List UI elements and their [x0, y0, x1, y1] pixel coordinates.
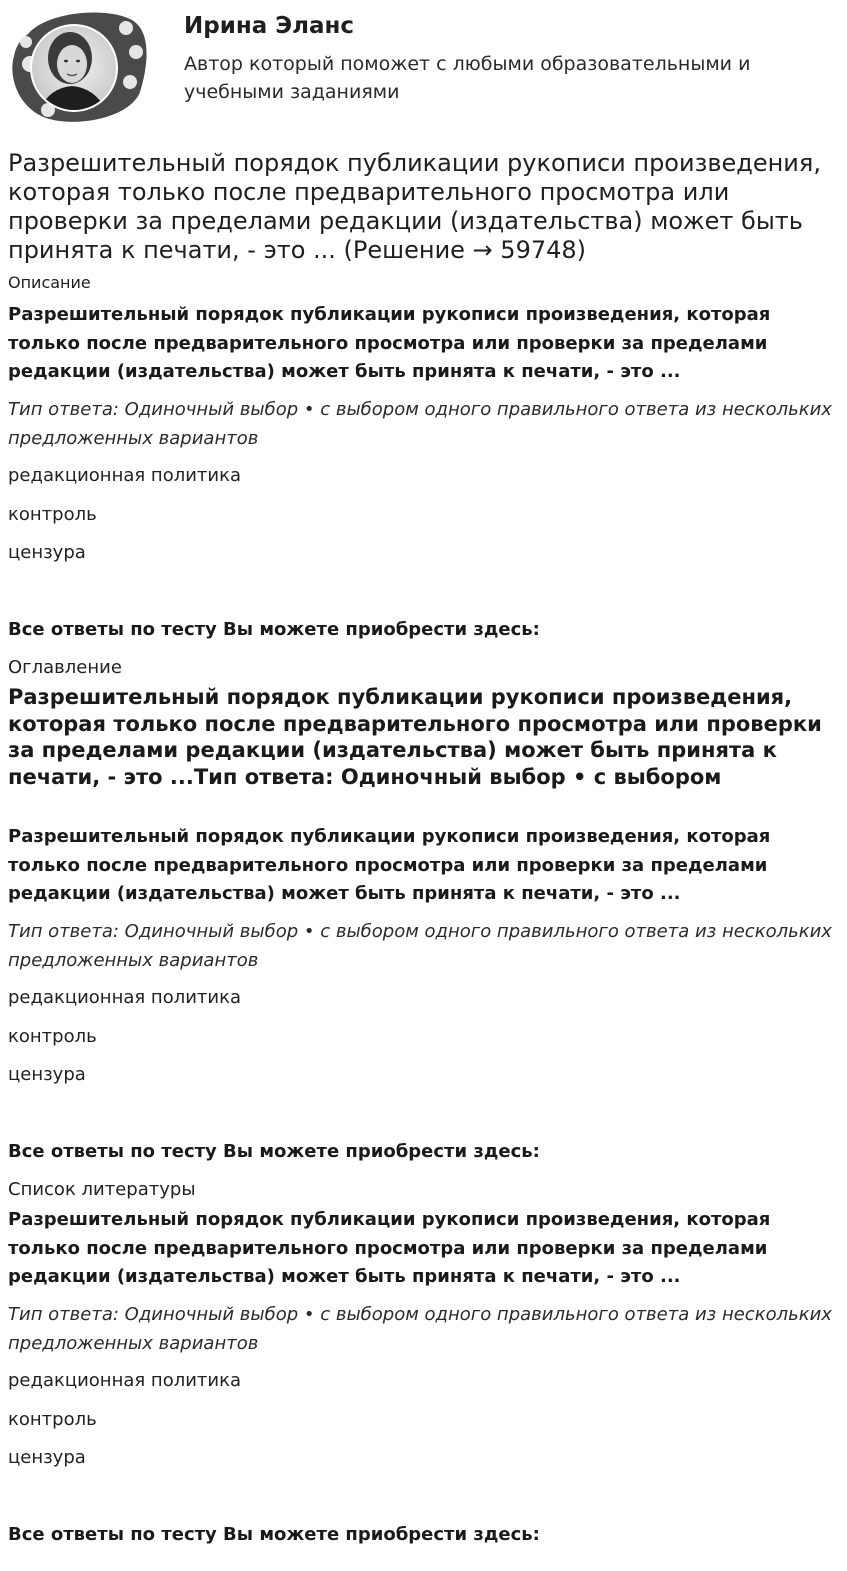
- bibliography-buy-text: Все ответы по тесту Вы можете приобрести здесь:: [8, 1524, 540, 1545]
- bibliography-option: редакционная политика: [8, 1370, 241, 1391]
- toc-buy-text: Все ответы по тесту Вы можете приобрести здесь:: [8, 1141, 540, 1162]
- description-question: Разрешительный порядок публикации рукописи произведения, которая только после предварительного просмотра или проверки за пределами редакции (издательства) может быть принята к печати, - это ...: [8, 304, 771, 382]
- bibliography-answer-type: Тип ответа: Одиночный выбор • с выбором одного правильного ответа из нескольких предложенных вариантов: [8, 1304, 832, 1354]
- bibliography-label: Список литературы: [8, 1179, 196, 1200]
- author-avatar: [6, 6, 152, 126]
- toc-label: Оглавление: [8, 657, 122, 678]
- author-description: Автор который поможет с любыми образовательными и учебными заданиями: [184, 53, 751, 103]
- author-name: Ирина Эланс: [184, 13, 355, 39]
- toc-answer-type: Тип ответа: Одиночный выбор • с выбором одного правильного ответа из нескольких предложенных вариантов: [8, 921, 832, 971]
- description-option: редакционная политика: [8, 465, 241, 486]
- toc-heading: Разрешительный порядок публикации рукописи произведения, которая только после предварительного просмотра или проверки за пределами редакции (издательства) может быть принята к печати, - это ...Тип ответа: Одиночный выбор • с выбором: [8, 685, 822, 789]
- author-card: [0, 0, 847, 130]
- description-option: цензура: [8, 542, 86, 563]
- toc-option: цензура: [8, 1064, 86, 1085]
- toc-option: контроль: [8, 1026, 97, 1047]
- bibliography-option: контроль: [8, 1409, 97, 1430]
- bibliography-option: цензура: [8, 1447, 86, 1468]
- description-buy-text: Все ответы по тесту Вы можете приобрести здесь:: [8, 619, 540, 640]
- bibliography-question: Разрешительный порядок публикации рукописи произведения, которая только после предварительного просмотра или проверки за пределами редакции (издательства) может быть принята к печати, - это ...: [8, 1209, 771, 1287]
- description-answer-type: Тип ответа: Одиночный выбор • с выбором одного правильного ответа из нескольких предложенных вариантов: [8, 399, 832, 449]
- toc-option: редакционная политика: [8, 987, 241, 1008]
- page-title: Разрешительный порядок публикации рукописи произведения, которая только после предварительного просмотра или проверки за пределами редакции (издательства) может быть принята к печати, - это ... (Решение → 59748): [8, 149, 821, 264]
- toc-question: Разрешительный порядок публикации рукописи произведения, которая только после предварительного просмотра или проверки за пределами редакции (издательства) может быть принята к печати, - это ...: [8, 826, 771, 904]
- description-option: контроль: [8, 504, 97, 525]
- description-label: Описание: [8, 273, 91, 292]
